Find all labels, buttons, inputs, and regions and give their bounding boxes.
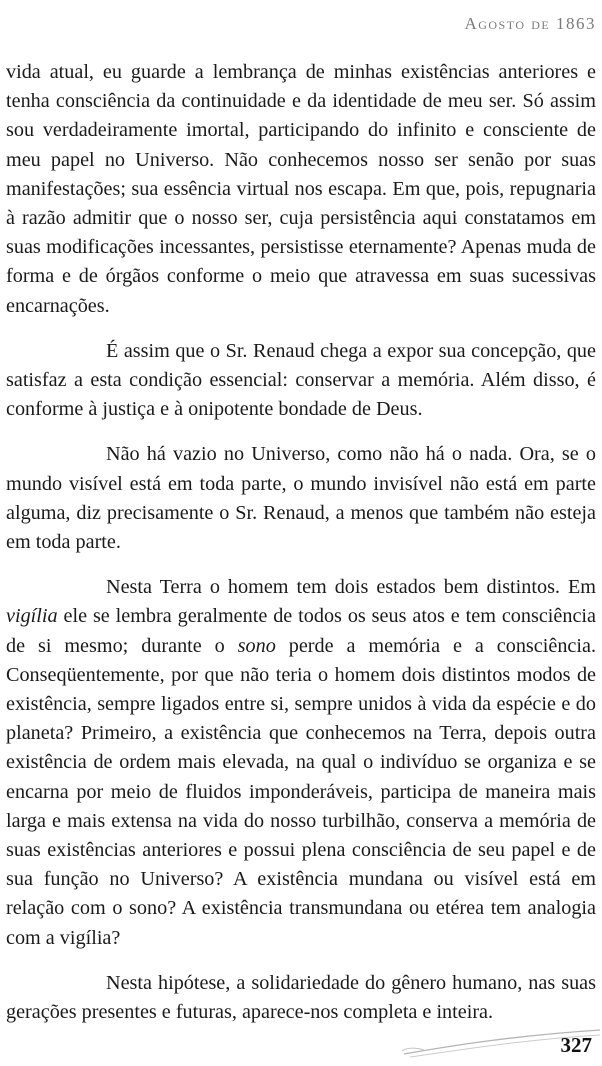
- paragraph-5: Nesta hipótese, a solidariedade do gênero humano, nas suas gerações presentes e futuras, aparece-nos completa e inteira.: [6, 971, 596, 1024]
- italic-term-vigilia: vigília: [6, 605, 58, 628]
- paragraph-4-part-3: perde a memória e a consciência. Conseqüentemente, por que não teria o homem dois distintos modos de existência, sempre ligados entre si, sempre unidos à vida da espécie e do planeta? Primeiro, a existência que conhecemos na Terra, depois outra existência de ordem mais elevada, na qual o indivíduo se organiza e se encarna por meio de fluidos imponderáveis, participa de maneira mais larga e mais extensa na vida do nosso turbilhão, conserva a memória de suas existências anteriores e possui plena consciência de seu papel e de sua função no Universo? A existência mundana ou visível está em relação com o sono? A existência transmundana ou etérea tem analogia com a vigília?: [6, 634, 596, 949]
- paragraph-2: É assim que o Sr. Renaud chega a expor sua concepção, que satisfaz a esta condição essencial: conservar a memória. Além disso, é conforme à justiça e à onipotente bondade de Deus.: [6, 339, 596, 421]
- page-number: 327: [560, 1033, 592, 1057]
- running-header: Agosto de 1863: [464, 14, 596, 33]
- paragraph-3: Não há vazio no Universo, como não há o nada. Ora, se o mundo visível está em toda parte, o mundo invisível não está em parte alguma, diz precisamente o Sr. Renaud, a menos que também não esteja em toda parte.: [6, 443, 596, 554]
- paragraph-4-part-1: Nesta Terra o homem tem dois estados bem distintos. Em: [106, 576, 596, 599]
- italic-term-sono: sono: [237, 634, 276, 657]
- paragraph-4: [6, 573, 596, 953]
- paragraph-1: vida atual, eu guarde a lembrança de minhas existências anteriores e tenha consciência da continuidade e da identidade de meu ser. Só assim sou verdadeiramente imortal, participando do infinito e consciente de meu papel no Universo. Não conhecemos nosso ser senão por suas manifestações; sua essência virtual nos escapa. Em que, pois, repugnaria à razão admitir que o nosso ser, cuja persistência aqui constatamos em suas modificações incessantes, persistisse eternamente? Apenas muda de forma e de órgãos conforme o meio que atravessa em suas sucessivas encarnações.: [6, 61, 596, 317]
- body-text: [6, 58, 596, 1027]
- paragraph-4-part-2: ele se lembra geralmente de todos os seus atos e tem consciência de si mesmo; durante o: [6, 605, 596, 657]
